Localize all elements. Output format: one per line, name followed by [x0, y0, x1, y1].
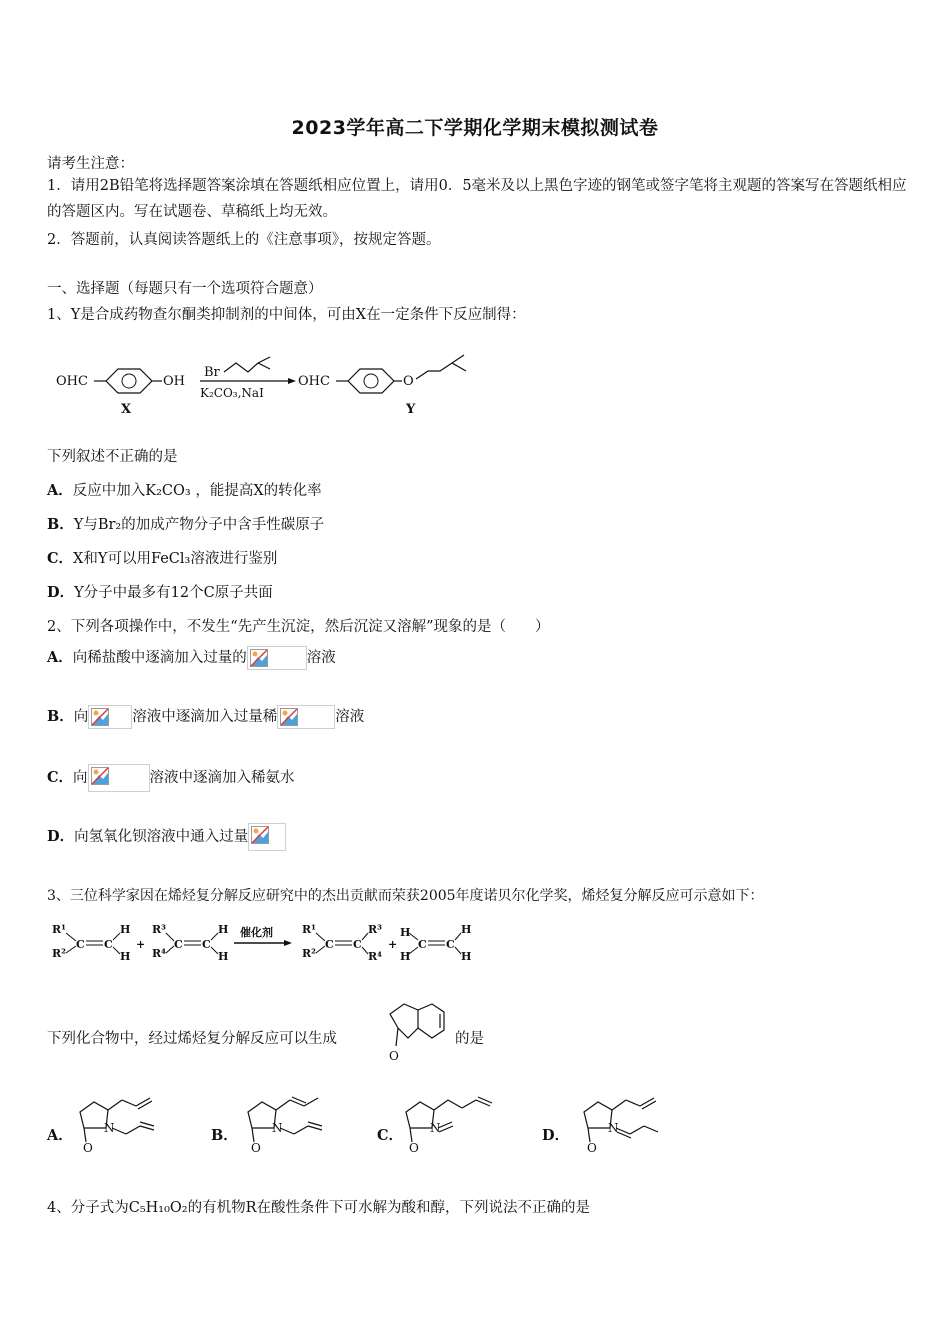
q1-option-c[interactable]: C．X和Y可以用FeCl₃溶液进行鉴别 [47, 550, 278, 567]
svg-text:C: C [446, 938, 455, 951]
q3-option-a[interactable]: A． [47, 1127, 73, 1144]
svg-text:+: + [388, 938, 398, 951]
q2-option-d[interactable]: D．向氢氧化钡溶液中通入过量 [47, 823, 286, 851]
svg-text:H: H [461, 950, 472, 963]
svg-text:C: C [418, 938, 427, 951]
svg-text:O: O [251, 1141, 261, 1155]
svg-text:C: C [202, 938, 211, 951]
svg-text:R⁴: R⁴ [152, 947, 166, 960]
q3-option-b[interactable]: B． [211, 1127, 238, 1144]
q3-prompt-pre: 下列化合物中，经过烯烃复分解反应可以生成 [47, 1031, 337, 1047]
q1-ohc-left: OHC [56, 374, 88, 389]
q1-benzene-ring-y [348, 369, 394, 393]
broken-image-icon [248, 823, 286, 851]
broken-image-icon [88, 705, 132, 729]
q3-option-b-structure [240, 1086, 340, 1156]
q4-stem: 4、分子式为C₅H₁₀O₂的有机物R在酸性条件下可水解为酸和醇，下列说法不正确的是 [47, 1200, 591, 1216]
svg-text:H: H [461, 923, 472, 936]
q1-option-d[interactable]: D．Y分子中最多有12个C原子共面 [47, 584, 273, 601]
q1-reagent-bottom: K₂CO₃,NaI [200, 386, 264, 400]
svg-text:+: + [136, 938, 146, 951]
q1-label-x: X [121, 402, 132, 417]
svg-text:R¹: R¹ [52, 923, 66, 936]
q1-benzene-ring-x [106, 369, 152, 393]
broken-image-icon [88, 764, 150, 792]
q1-oxygen: O [403, 374, 414, 389]
svg-text:R²: R² [52, 947, 66, 960]
svg-text:H: H [218, 950, 229, 963]
svg-text:O: O [389, 1049, 399, 1063]
q1-ohc-right: OHC [298, 374, 330, 389]
q1-stem: 1、Y是合成药物查尔酮类抑制剂的中间体，可由X在一定条件下反应制得： [47, 307, 526, 323]
q1-prompt: 下列叙述不正确的是 [47, 449, 178, 465]
svg-text:H: H [120, 950, 131, 963]
svg-text:O: O [587, 1141, 597, 1155]
svg-text:C: C [353, 938, 362, 951]
q2-option-c[interactable]: C．向 溶液中逐滴加入稀氨水 [47, 764, 295, 792]
page-title: 2023学年高二下学期化学期末模拟测试卷 [291, 117, 659, 139]
svg-text:H: H [400, 950, 411, 963]
q1-reaction-scheme [48, 343, 478, 423]
section-heading: 一、选择题（每题只有一个选项符合题意） [47, 281, 323, 297]
svg-text:C: C [76, 938, 85, 951]
q3-target-bicyclic-structure [380, 998, 454, 1064]
q3-option-c-structure [398, 1086, 508, 1156]
q2-option-b[interactable]: B．向 溶液中逐滴加入过量稀 溶液 [47, 705, 364, 729]
svg-text:R²: R² [302, 947, 316, 960]
notice-item-1: 1．请用2B铅笔将选择题答案涂填在答题纸相应位置上，请用0．5毫米及以上黑色字迹的钢笔或签字笔将主观题的答案写在答题纸相应的答题区内。写在试题卷、草稿纸上均无效。 [47, 178, 907, 220]
q1-reagent-br: Br [204, 365, 220, 380]
q3-prompt-post: 的是 [455, 1031, 484, 1047]
svg-text:R³: R³ [368, 923, 382, 936]
notice-item-2: 2．答题前，认真阅读答题纸上的《注意事项》，按规定答题。 [47, 232, 441, 248]
svg-text:H: H [120, 923, 131, 936]
q1-oh: OH [163, 374, 185, 389]
broken-image-icon [247, 646, 307, 670]
q2-option-a[interactable]: A．向稀盐酸中逐滴加入过量的 溶液 [47, 646, 336, 670]
q1-label-y: Y [406, 402, 416, 417]
svg-text:N: N [272, 1121, 283, 1135]
q2-stem: 2、下列各项操作中，不发生“先产生沉淀，然后沉淀又溶解”现象的是（ ） [47, 619, 550, 635]
svg-text:C: C [104, 938, 113, 951]
broken-image-icon [277, 705, 335, 729]
q3-metathesis-scheme [48, 916, 488, 974]
q3-option-a-structure [72, 1086, 172, 1156]
svg-text:O: O [83, 1141, 93, 1155]
svg-text:O: O [409, 1141, 419, 1155]
svg-text:R¹: R¹ [302, 923, 316, 936]
q3-stem: 3、三位科学家因在烯烃复分解反应研究中的杰出贡献而荣获2005年度诺贝尔化学奖，烯烃复分解反应可示意如下： [47, 888, 764, 904]
q3-option-d-structure [576, 1086, 676, 1156]
svg-text:R⁴: R⁴ [368, 950, 382, 963]
svg-text:C: C [325, 938, 334, 951]
q1-option-a[interactable]: A．反应中加入K₂CO₃ ，能提高X的转化率 [47, 482, 322, 499]
q1-option-b[interactable]: B．Y与Br₂的加成产物分子中含手性碳原子 [47, 516, 325, 533]
svg-text:N: N [608, 1121, 619, 1135]
svg-text:N: N [104, 1121, 115, 1135]
q3-option-c[interactable]: C． [377, 1127, 404, 1144]
svg-text:H: H [400, 926, 411, 939]
svg-text:H: H [218, 923, 229, 936]
svg-text:N: N [430, 1121, 441, 1135]
svg-text:C: C [174, 938, 183, 951]
q3-catalyst-label: 催化剂 [240, 926, 273, 939]
q3-option-d[interactable]: D． [542, 1127, 570, 1144]
notice-heading: 请考生注意： [47, 156, 134, 172]
svg-text:R³: R³ [152, 923, 166, 936]
